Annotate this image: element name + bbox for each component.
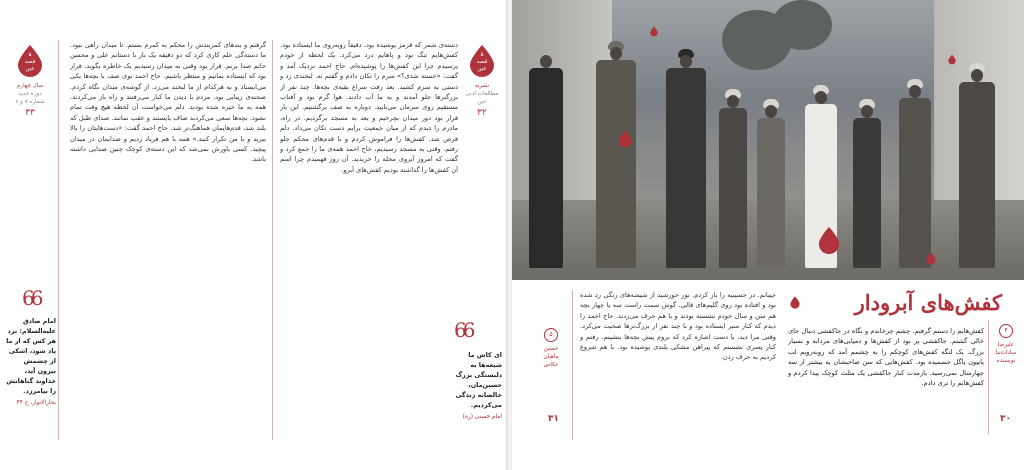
photographer-credit [538,328,564,369]
column-rule [58,40,59,440]
text-column-left: گرفتم و بندهای کمربندش را محکم به کمرم بستم. تا میدان راهی نبود. ما دسته‌گی علم کاری کرد که دو دقیقه یک بار با دستانم علی و محسن جانم صدا بزنم. قرار بود وقتی به میدان رسیدیم یک خاطره بگوید. قرار بود که ایستاده بمانیم و منتظر باشیم. حاج احمد توی صف با بچه‌ها یکی می‌ایستاد و به هرکدام از ما لبخند می‌زد. از گوشه‌ی میدان نگاه کردم. صحنه‌ی زیبایی بود. مردم با دیدن ما کنار می‌رفتند و راه باز می‌کردند. همه به ما خیره شده بودند. دلم می‌خواست آن لحظه هیچ وقت تمام نشود. بچه‌ها سعی می‌کردند صاف بایستند و عقب نمانند. صدای طبل که بلند شد، قدم‌هایمان هماهنگ‌تر شد. حاج احمد گفت: «دست‌هایتان را بالا ببرید و با من تکرار کنید.» همه با هم فریاد زدیم و صدایمان در میدان پیچید. کسی باورش نمی‌شد که این دسته‌ی کوچک چنین صدایی داشته باشد. [70,41,266,164]
person-figure [958,63,996,268]
author-credit [990,324,1022,365]
meta-line: عین [477,99,487,105]
text-column-right: دسته‌ی شمر که قرمز پوشیده بود، دقیقاً رو‌به‌روی ما ایستاده بود. کفش‌هایم تنگ بود و پاهایم درد می‌کرد. یک لحظه از خودم پرسیدم چرا این کفش‌ها را پوشیده‌ام. حاج احمد نزدیک آمد و گفت: «خسته شدی؟» سرم را تکان دادم و گفتم نه. لبخندی زد و دستی به سرم کشید. بعد رفت سراغ بقیه‌ی بچه‌ها. چند نفر از بزرگترها جلو آمدند و به ما آب دادند. هوا گرم بود و آفتاب مستقیم روی سرمان می‌تابید. دوباره به صف برگشتیم. این بار قرار بود دور میدان بچرخیم و بعد به مسجد برگردیم. در راه، مادرم را دیدم که از میان جمعیت برایم دست تکان می‌داد. دلم قرص شد. کفش‌ها را فراموش کردم و با قدم‌های محکم جلو رفتم. وقتی به مسجد رسیدیم، حاج احمد همه‌ی ما را جمع کرد و گفت که امروز آبروی محله را خریدید. آن روز فهمیدم چرا اسم آن کفش‌ها را گذاشته بودیم کفش‌های آبرو. [280,41,458,174]
pull-quote: ای کاش ما شیعه‌ها به دلبستگی بزرگ حسین‌مان، خالصانه زندگی می‌کردیم. امام خمینی (ره) [446,350,502,422]
page-number-left: ۳۱ [548,414,559,424]
person-figure [852,99,882,268]
person-figure [666,49,706,268]
issue-emblem [17,44,43,78]
page-number-right: ۳۰ [1000,414,1011,424]
column-rule [272,40,273,440]
left-inner-side-info [462,44,502,118]
meta-line: نشریه [474,83,490,89]
emblem-number: ۵ [28,52,32,58]
left-side-info [8,44,52,118]
quote-mark-icon: 66 [22,286,40,310]
pull-quote-source: بحارالانوار، ج ۴۴ [16,400,56,406]
person-figure [718,89,748,268]
photo-tree [772,0,832,50]
person-figure [596,41,636,268]
emblem-label: عین [25,66,35,72]
text-column-middle: جیبانم. در حسینیه را باز کردم. نور خورشید از شیشه‌های رنگی رد شده بود و افتاده بود روی گلیم‌های قالی. گوش سمت راست سه یا چهار بچه هم سن و سال خودم نشسته بودند و با هم حرف می‌زدند. حاج احمد را دیدم که کنار منبر ایستاده بود و با چند نفر از بزرگ‌ترها صحبت می‌کرد. وقتی مرا دید، با دست اشاره کرد که بروم پیش بچه‌ها بنشینم. رفتم و کنار پسری نشستم که پیراهن مشکی بلندی پوشیده بود. با هم شروع کردیم به حرف زدن. [580,291,776,362]
page-number: ۳۲ [477,108,487,118]
story-title: کفش‌های آبرودار [854,290,1002,315]
quote-mark-icon: 66 [454,318,472,342]
meta-period: دوره جدید [18,91,42,97]
meta-issue: شماره ۷ و ۸ [15,99,45,105]
blood-drop-icon [948,54,956,65]
column-rule [988,320,989,434]
pull-quote-source: امام خمینی (ره) [462,414,502,420]
left-page [0,0,508,470]
credit-number: ۴ [999,324,1013,338]
text-column-main: کفش‌هایم را دستم گرفتم. چشم چرخاندم و نگاه در جاکفشی دنبال جای خالی گشتم. جاکفشی پر بود از کفش‌ها و دمپایی‌های مردانه و بسیار بزرگ. یک لنگه کفش‌های کوچکم را به چشمم آمد که روبه‌رویم لب پاییون پاگل جسمیده بود. کفش‌هایی که سن صاحبشان به بیشتر از سه چهارسال نمی‌رسید. بازمدت کنار جاکفشی یک مثلث کوچک پیدا کردم و کفش‌هایم را تری دادم. [788,327,984,388]
emblem-label: عین [477,66,487,72]
emblem-label: قصه [24,59,36,65]
meta-line: مطالعات ادبی [465,91,499,97]
issue-emblem [469,44,495,78]
title-drop-icon [790,296,800,309]
column-rule [572,290,573,440]
blood-drop-icon [618,130,632,148]
meta-year: سال چهارم [16,83,44,89]
credit-number: ۵ [544,328,558,342]
emblem-number: ۵ [480,52,484,58]
emblem-label: قصه [476,59,488,65]
blood-drop-icon [926,252,936,265]
page-number: ۳۳ [25,108,35,118]
person-figure [756,99,786,268]
mourning-group-photo [512,0,1024,280]
pull-quote: امام صادق علیه‌السلام: نزد هر کس که از ما یاد شود، اشکی از چشمش بیرون آید، خداوند گناهانش را بیامرزد. بحارالانوار، ج ۴۴ [6,317,56,406]
author-role: نویسنده [996,358,1016,364]
photographer-role: عکاس [543,362,559,368]
person-figure [898,79,932,268]
blood-drop-icon [650,26,658,37]
author-name: علیرضا سادات‌نیا [995,342,1017,356]
person-figure [528,55,564,268]
blood-drop-icon [818,226,840,255]
photographer-name: حسین ماهیان [543,346,559,360]
